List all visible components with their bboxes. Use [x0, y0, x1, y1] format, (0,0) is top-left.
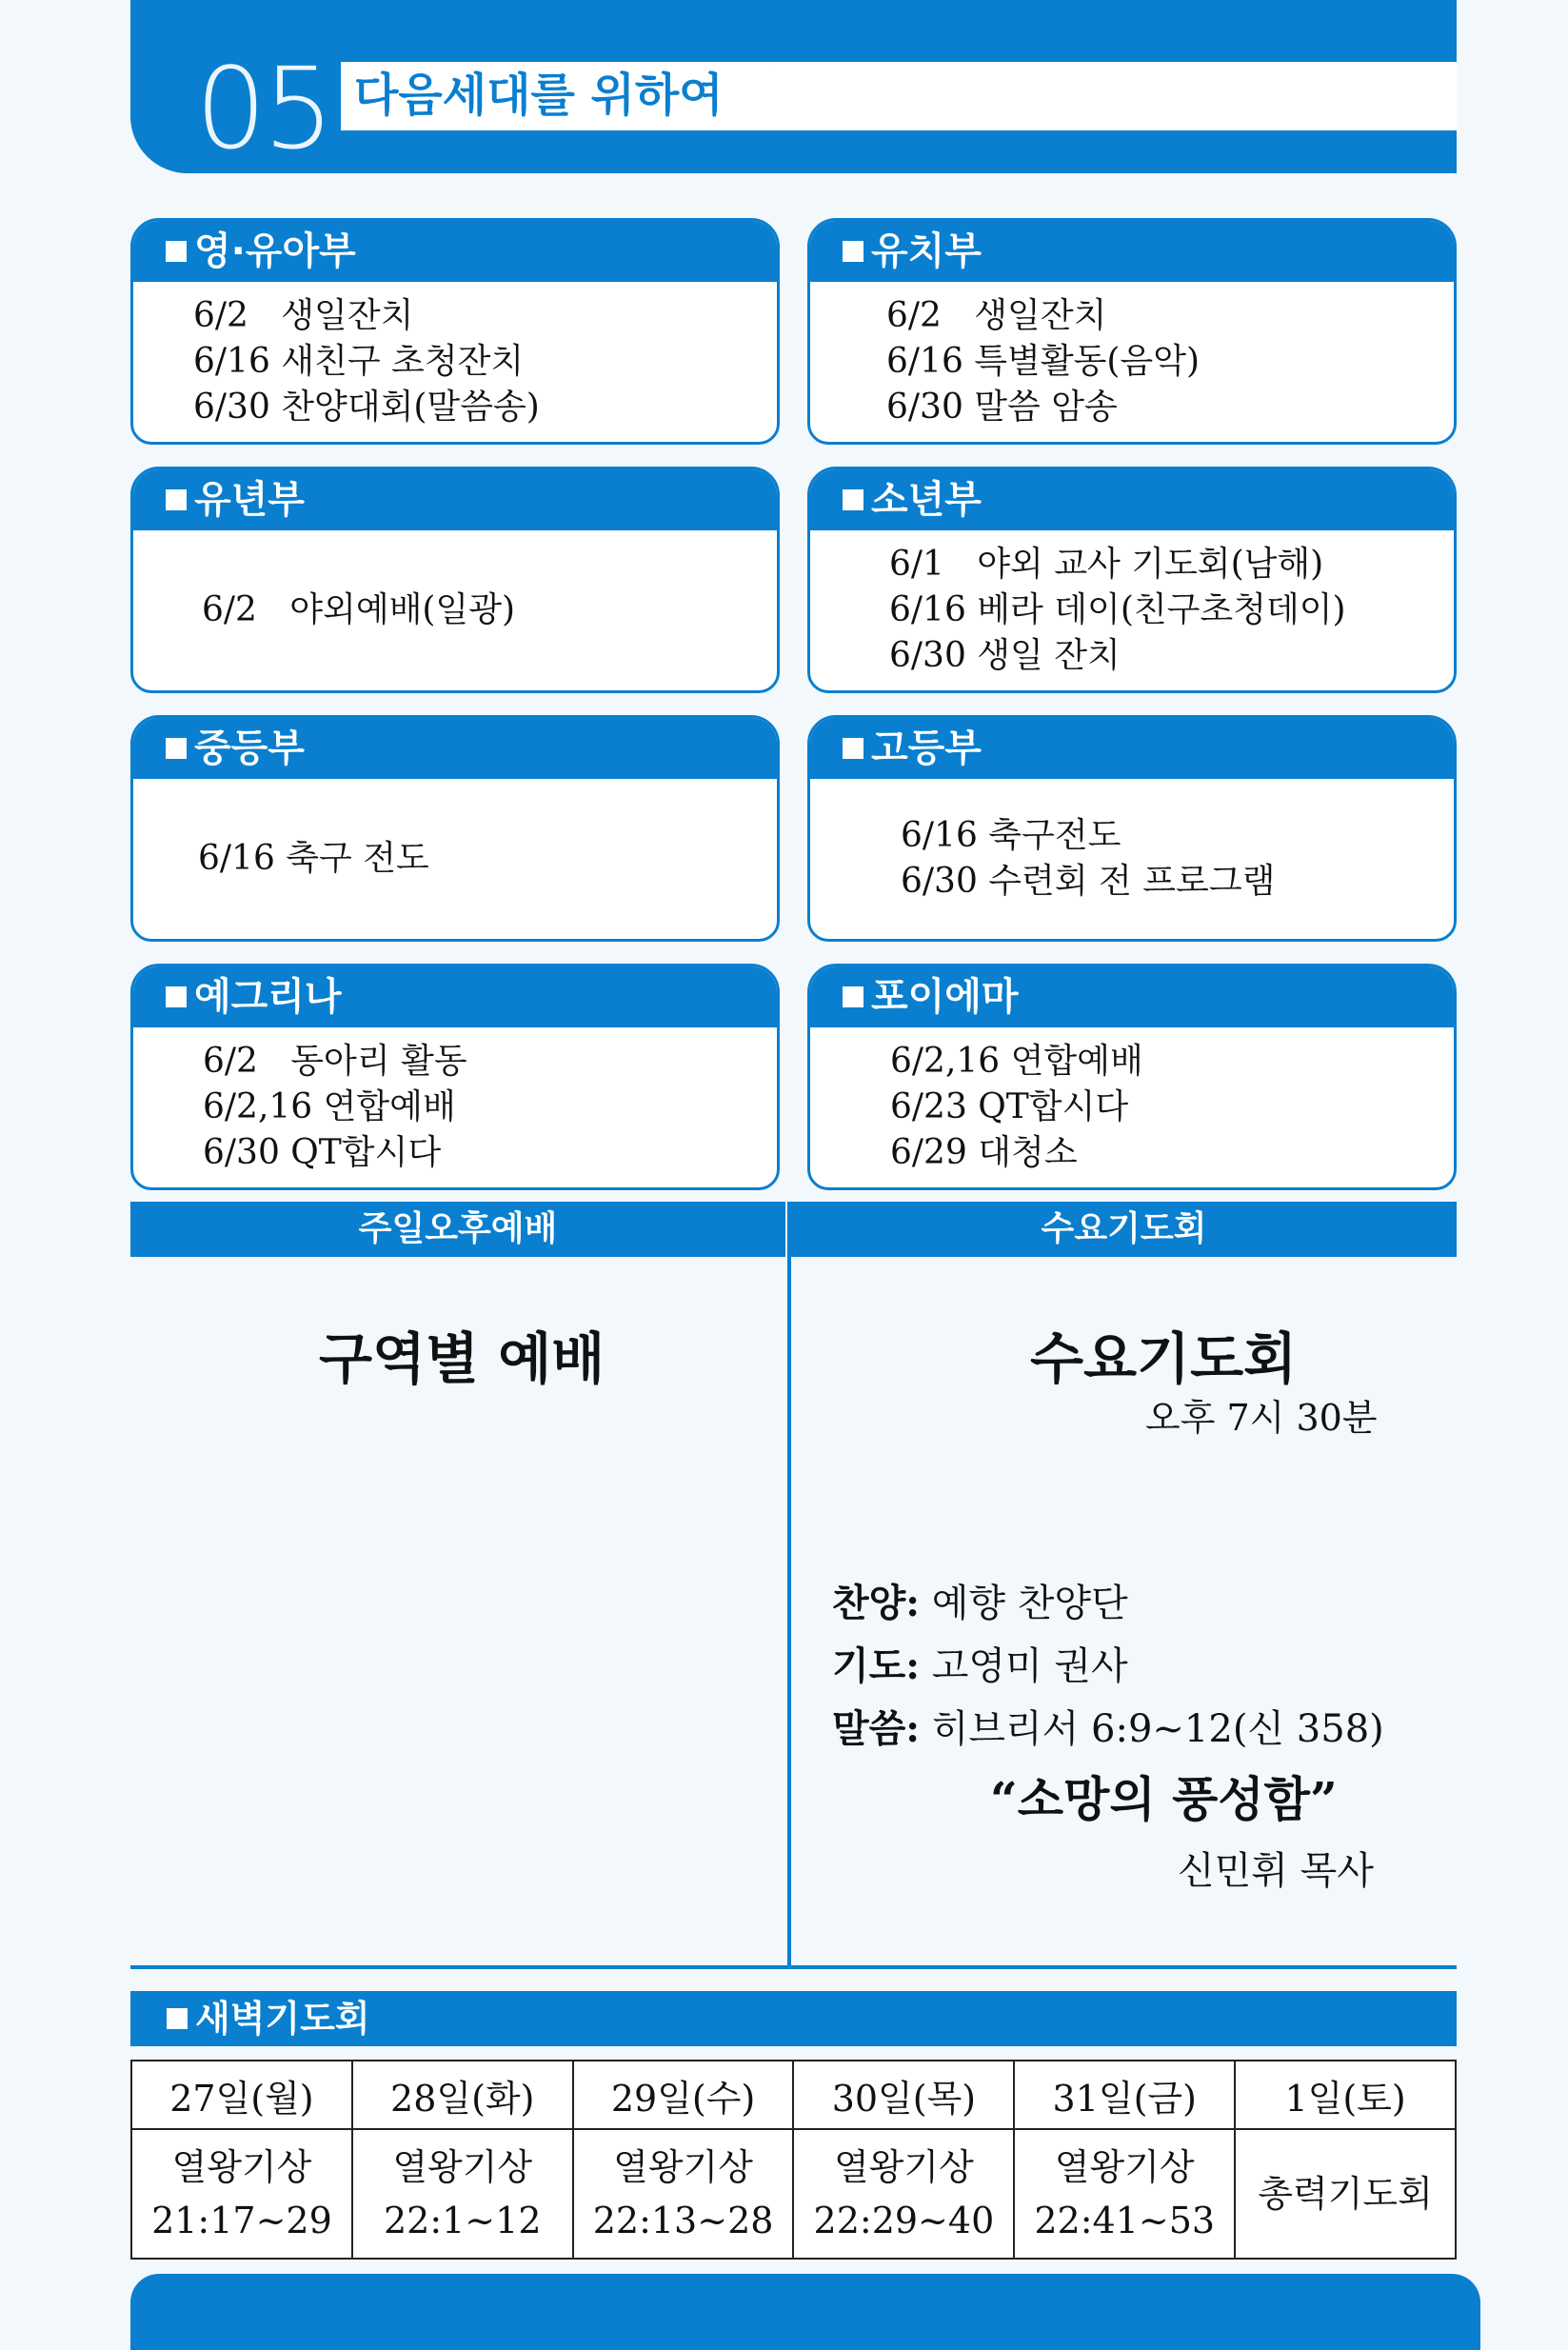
verse: 22:13~28	[592, 2200, 774, 2241]
book: 열왕기상	[1054, 2146, 1195, 2188]
word-value: 히브리서 6:9~12(신 358)	[931, 1707, 1384, 1751]
card-title: 유치부	[871, 229, 982, 273]
prayer-label: 기도:	[832, 1643, 921, 1688]
dawn-prayer-table	[130, 2060, 1457, 2260]
wednesday-title: 수요기도회	[1030, 1326, 1298, 1391]
card-title: 예그리나	[194, 975, 342, 1019]
schedule-item: 6/30 찬양대회(말씀송)	[193, 388, 540, 427]
section-rule	[130, 1965, 1457, 1969]
card-title: 유년부	[194, 478, 305, 522]
prayer-value: 고영미 권사	[931, 1644, 1128, 1688]
section-number: 05	[195, 43, 331, 174]
schedule-item: 6/16 축구전도	[901, 816, 1121, 855]
schedule-item: 6/23 QT합시다	[890, 1087, 1129, 1126]
card-poiema	[807, 964, 1457, 1190]
card-high-school	[807, 715, 1457, 942]
schedule-item: 6/29 대청소	[890, 1133, 1078, 1172]
reading-cell	[352, 2129, 573, 2259]
sunday-afternoon-header: 주일오후예배	[130, 1202, 785, 1257]
sermon-title: “소망의 풍성함”	[990, 1771, 1338, 1827]
prayer-line	[832, 1636, 1128, 1690]
verse: 21:17~29	[151, 2200, 332, 2241]
card-body	[810, 282, 1454, 442]
card-header	[133, 221, 777, 282]
praise-value: 예향 찬양단	[931, 1582, 1128, 1625]
preacher: 신민휘 목사	[1178, 1849, 1374, 1893]
card-title: 중등부	[194, 727, 305, 770]
card-header	[810, 718, 1454, 779]
schedule-item: 6/2 생일잔치	[193, 296, 414, 335]
book: 열왕기상	[171, 2146, 312, 2188]
square-bullet-icon	[843, 738, 863, 759]
table-header-row	[131, 2061, 1456, 2129]
book: 열왕기상	[833, 2146, 974, 2188]
square-bullet-icon	[843, 986, 863, 1007]
verse: 22:29~40	[813, 2200, 995, 2241]
card-header	[810, 469, 1454, 530]
book: 열왕기상	[392, 2146, 533, 2188]
schedule-item: 6/2,16 연합예배	[203, 1087, 456, 1126]
day-cell: 1일(토)	[1235, 2061, 1456, 2129]
square-bullet-icon	[166, 241, 187, 262]
card-body	[133, 282, 777, 442]
praise-label: 찬양:	[832, 1581, 921, 1625]
schedule-item: 6/30 생일 잔치	[889, 636, 1121, 675]
praise-line	[832, 1573, 1128, 1627]
card-middle-school	[130, 715, 780, 942]
wednesday-time: 오후 7시 30분	[1145, 1397, 1378, 1439]
word-label: 말씀:	[832, 1706, 921, 1751]
card-body	[133, 779, 777, 939]
schedule-item: 6/2 야외예배(일광)	[202, 590, 516, 629]
card-body	[133, 1027, 777, 1187]
total-prayer: 총력기도회	[1258, 2173, 1433, 2215]
schedule-item: 6/30 말씀 암송	[886, 388, 1118, 427]
footer-bar	[130, 2274, 1480, 2350]
word-line	[832, 1699, 1384, 1753]
card-title: 영·유아부	[194, 229, 356, 273]
square-bullet-icon	[843, 489, 863, 510]
verse: 22:41~53	[1034, 2200, 1216, 2241]
schedule-item: 6/16 축구 전도	[198, 839, 429, 878]
card-title: 포이에마	[871, 975, 1019, 1019]
schedule-item: 6/1 야외 교사 기도회(남해)	[889, 545, 1324, 584]
day-cell: 31일(금)	[1014, 2061, 1235, 2129]
card-header	[133, 966, 777, 1027]
schedule-item: 6/16 새친구 초청잔치	[193, 342, 525, 381]
day-cell: 27일(월)	[131, 2061, 352, 2129]
square-bullet-icon	[843, 241, 863, 262]
card-yegeurina	[130, 964, 780, 1190]
schedule-item: 6/2,16 연합예배	[890, 1042, 1143, 1081]
card-header	[133, 469, 777, 530]
schedule-item: 6/16 특별활동(음악)	[886, 342, 1201, 381]
day-cell: 28일(화)	[352, 2061, 573, 2129]
wednesday-header: 수요기도회	[791, 1202, 1457, 1257]
card-kindergarten	[807, 218, 1457, 445]
card-body	[810, 779, 1454, 939]
table-row	[131, 2129, 1456, 2259]
reading-cell	[793, 2129, 1014, 2259]
schedule-item: 6/2 동아리 활동	[203, 1042, 467, 1081]
card-title: 고등부	[871, 727, 982, 770]
day-cell: 29일(수)	[573, 2061, 794, 2129]
square-bullet-icon	[166, 489, 187, 510]
schedule-item: 6/16 베라 데이(친구초청데이)	[889, 590, 1346, 629]
schedule-item: 6/30 QT합시다	[203, 1133, 442, 1172]
square-bullet-icon	[166, 986, 187, 1007]
card-header	[810, 966, 1454, 1027]
schedule-item: 6/2 생일잔치	[886, 296, 1107, 335]
reading-cell	[573, 2129, 794, 2259]
card-primary	[130, 467, 780, 693]
schedule-item: 6/30 수련회 전 프로그램	[901, 862, 1276, 901]
column-divider	[787, 1202, 791, 1968]
dawn-prayer-label: 새벽기도회	[195, 1998, 370, 2040]
card-header	[133, 718, 777, 779]
verse: 22:1~12	[383, 2200, 542, 2241]
header-stripe	[733, 64, 1457, 130]
dawn-prayer-header	[130, 1991, 1457, 2046]
card-header	[810, 221, 1454, 282]
book: 열왕기상	[613, 2146, 753, 2188]
card-body	[810, 530, 1454, 690]
card-infant	[130, 218, 780, 445]
reading-cell	[1014, 2129, 1235, 2259]
card-junior	[807, 467, 1457, 693]
section-title: 다음세대를 위하여	[354, 69, 724, 122]
sunday-afternoon-content: 구역별 예배	[319, 1326, 605, 1391]
square-bullet-icon	[167, 2008, 188, 2029]
card-body	[810, 1027, 1454, 1187]
card-title: 소년부	[871, 478, 982, 522]
square-bullet-icon	[166, 738, 187, 759]
day-cell: 30일(목)	[793, 2061, 1014, 2129]
reading-cell	[1235, 2129, 1456, 2259]
reading-cell	[131, 2129, 352, 2259]
card-body	[133, 530, 777, 690]
